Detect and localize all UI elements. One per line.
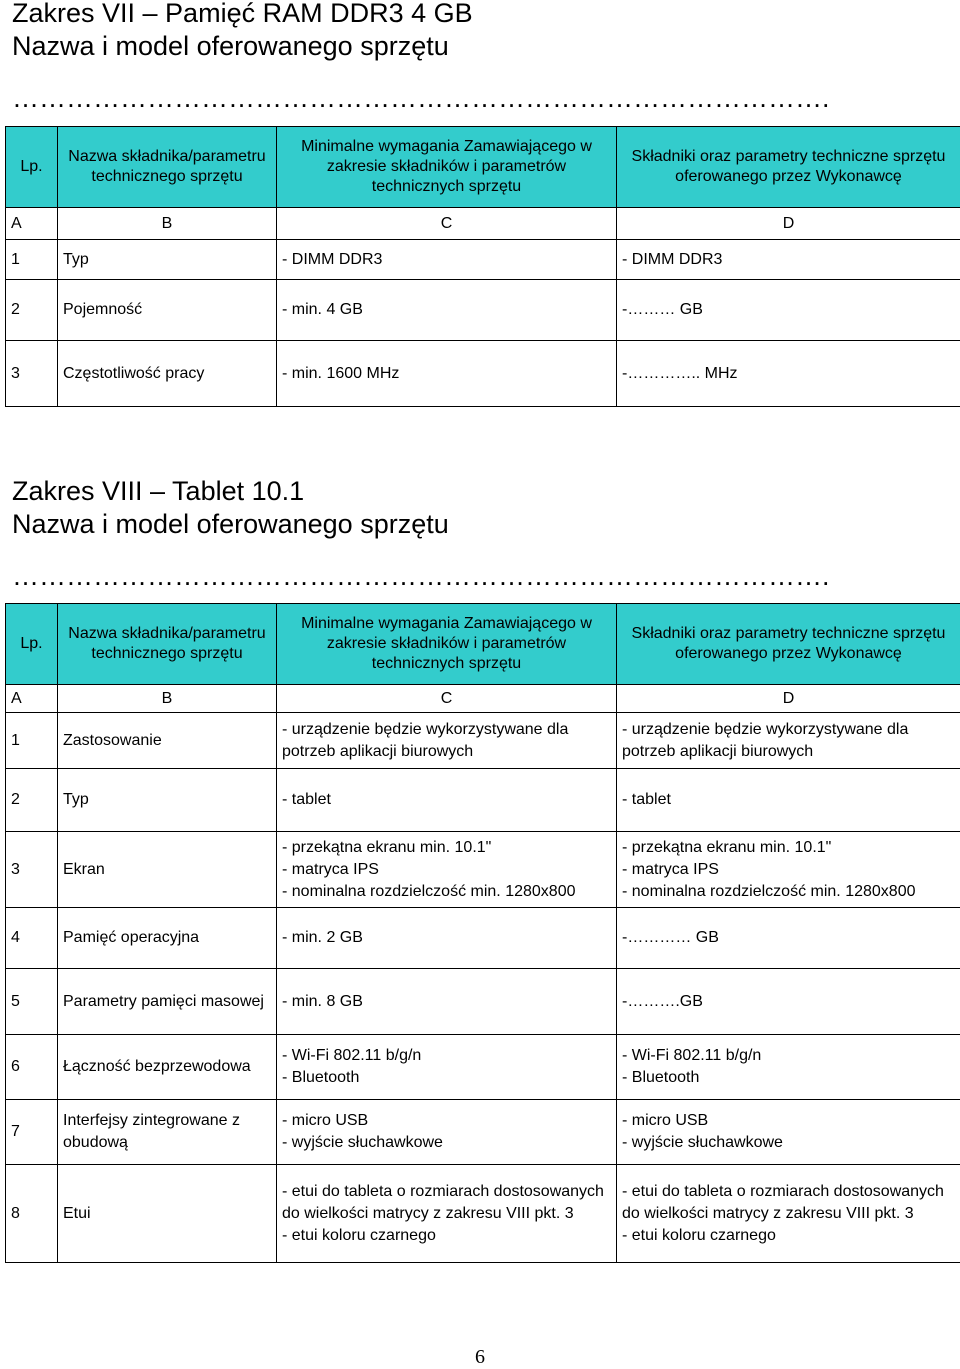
row-parameter-name: Interfejsy zintegrowane z obudową: [58, 1100, 277, 1165]
header-min-requirements: Minimalne wymagania Zamawiającego w zakresie składników i parametrów technicznych sprzętu: [277, 127, 617, 208]
row-lp: 3: [6, 832, 58, 908]
row-offered-value: [617, 341, 960, 407]
page-number: 6: [0, 1346, 960, 1369]
table-row: [6, 240, 960, 280]
row-offered-value: [617, 969, 960, 1035]
row-lp: 2: [6, 769, 58, 832]
header-offered: Składniki oraz parametry techniczne sprzętu oferowanego przez Wykonawcę: [617, 604, 960, 685]
row-offered-value-line: - Bluetooth: [622, 1067, 955, 1089]
row-min-requirement-line: - min. 8 GB: [282, 991, 611, 1013]
row-min-requirement-line: - min. 2 GB: [282, 927, 611, 949]
row-min-requirement-line: - etui koloru czarnego: [282, 1225, 611, 1247]
row-offered-value-line: -………… GB: [622, 927, 955, 949]
row-parameter-name: Pamięć operacyjna: [58, 908, 277, 969]
header-offered: Składniki oraz parametry techniczne sprzętu oferowanego przez Wykonawcę: [617, 127, 960, 208]
row-offered-value-line: - matryca IPS: [622, 859, 955, 881]
row-min-requirement-line: - min. 1600 MHz: [282, 363, 611, 385]
row-min-requirement: [277, 1100, 617, 1165]
row-min-requirement-line: - matryca IPS: [282, 859, 611, 881]
row-lp: 4: [6, 908, 58, 969]
row-min-requirement: [277, 769, 617, 832]
row-offered-value-line: -……….GB: [622, 991, 955, 1013]
row-min-requirement-line: - wyjście słuchawkowe: [282, 1132, 611, 1154]
row-min-requirement-line: - urządzenie będzie wykorzystywane dla potrzeb aplikacji biurowych: [282, 719, 611, 763]
row-offered-value-line: - wyjście słuchawkowe: [622, 1132, 955, 1154]
row-min-requirement-line: - etui do tableta o rozmiarach dostosowanych do wielkości matrycy z zakresu VIII pkt. 3: [282, 1181, 611, 1225]
table-row: [6, 1100, 960, 1165]
row-lp: 1: [6, 713, 58, 769]
row-min-requirement: [277, 1165, 617, 1263]
column-letter: A: [6, 685, 58, 713]
row-parameter-name: Parametry pamięci masowej: [58, 969, 277, 1035]
row-offered-value: [617, 713, 960, 769]
table-row: [6, 713, 960, 769]
table-header-row: [6, 604, 960, 685]
column-letter: B: [58, 685, 277, 713]
row-offered-value-line: - tablet: [622, 789, 955, 811]
row-min-requirement-line: - nominalna rozdzielczość min. 1280x800: [282, 881, 611, 903]
row-parameter-name: Typ: [58, 240, 277, 280]
row-min-requirement: [277, 240, 617, 280]
table-row: [6, 908, 960, 969]
section1-title: Zakres VII – Pamięć RAM DDR3 4 GB: [12, 0, 473, 29]
row-offered-value-line: - nominalna rozdzielczość min. 1280x800: [622, 881, 955, 903]
row-parameter-name: Etui: [58, 1165, 277, 1263]
row-offered-value: [617, 908, 960, 969]
row-parameter-name: Łączność bezprzewodowa: [58, 1035, 277, 1100]
table-row: [6, 341, 960, 407]
table-row: [6, 280, 960, 341]
row-offered-value: [617, 280, 960, 341]
row-offered-value: [617, 1165, 960, 1263]
row-min-requirement: [277, 713, 617, 769]
row-min-requirement: [277, 969, 617, 1035]
row-offered-value-line: - Wi-Fi 802.11 b/g/n: [622, 1045, 955, 1067]
header-lp: Lp.: [6, 604, 58, 685]
row-parameter-name: Ekran: [58, 832, 277, 908]
row-min-requirement: [277, 908, 617, 969]
row-parameter-name: Typ: [58, 769, 277, 832]
header-name: Nazwa składnika/parametru technicznego sprzętu: [58, 604, 277, 685]
row-lp: 5: [6, 969, 58, 1035]
table-header-row: [6, 127, 960, 208]
row-parameter-name: Pojemność: [58, 280, 277, 341]
row-offered-value: [617, 832, 960, 908]
header-lp: Lp.: [6, 127, 58, 208]
section2-title: Zakres VIII – Tablet 10.1: [12, 475, 304, 507]
table-row: [6, 832, 960, 908]
row-min-requirement-line: - DIMM DDR3: [282, 249, 611, 271]
row-offered-value-line: - micro USB: [622, 1110, 955, 1132]
row-offered-value: [617, 1035, 960, 1100]
row-min-requirement: [277, 1035, 617, 1100]
row-min-requirement: [277, 341, 617, 407]
row-lp: 1: [6, 240, 58, 280]
section2-table: [5, 603, 960, 1263]
section1-table: [5, 126, 960, 407]
row-min-requirement-line: - przekątna ekranu min. 10.1": [282, 837, 611, 859]
row-min-requirement-line: - Bluetooth: [282, 1067, 611, 1089]
column-letter: B: [58, 208, 277, 240]
column-letter: A: [6, 208, 58, 240]
row-min-requirement-line: - micro USB: [282, 1110, 611, 1132]
header-name: Nazwa składnika/parametru technicznego sprzętu: [58, 127, 277, 208]
row-min-requirement-line: - min. 4 GB: [282, 299, 611, 321]
column-letter: D: [617, 685, 960, 713]
row-parameter-name: Zastosowanie: [58, 713, 277, 769]
table-row: [6, 969, 960, 1035]
row-lp: 3: [6, 341, 58, 407]
section1-dots: ……………………………………………………………………………….: [12, 82, 932, 114]
column-letter: D: [617, 208, 960, 240]
section2-subtitle: Nazwa i model oferowanego sprzętu: [12, 508, 449, 540]
row-lp: 6: [6, 1035, 58, 1100]
row-offered-value: [617, 769, 960, 832]
row-min-requirement-line: - Wi-Fi 802.11 b/g/n: [282, 1045, 611, 1067]
table-letter-row: [6, 685, 960, 713]
column-letter: C: [277, 208, 617, 240]
row-min-requirement: [277, 832, 617, 908]
row-offered-value-line: - etui koloru czarnego: [622, 1225, 955, 1247]
row-lp: 8: [6, 1165, 58, 1263]
row-offered-value-line: - DIMM DDR3: [622, 249, 955, 271]
section1-subtitle: Nazwa i model oferowanego sprzętu: [12, 30, 449, 62]
row-offered-value-line: -………….. MHz: [622, 363, 955, 385]
row-min-requirement: [277, 280, 617, 341]
table-row: [6, 1035, 960, 1100]
row-lp: 2: [6, 280, 58, 341]
table-row: [6, 1165, 960, 1263]
row-parameter-name: Częstotliwość pracy: [58, 341, 277, 407]
row-offered-value-line: -……… GB: [622, 299, 955, 321]
row-lp: 7: [6, 1100, 58, 1165]
row-offered-value: [617, 240, 960, 280]
table-letter-row: [6, 208, 960, 240]
header-min-requirements: Minimalne wymagania Zamawiającego w zakresie składników i parametrów technicznych sprzętu: [277, 604, 617, 685]
row-min-requirement-line: - tablet: [282, 789, 611, 811]
column-letter: C: [277, 685, 617, 713]
row-offered-value-line: - przekątna ekranu min. 10.1": [622, 837, 955, 859]
row-offered-value-line: - etui do tableta o rozmiarach dostosowanych do wielkości matrycy z zakresu VIII pkt. 3: [622, 1181, 955, 1225]
table-row: [6, 769, 960, 832]
row-offered-value: [617, 1100, 960, 1165]
row-offered-value-line: - urządzenie będzie wykorzystywane dla potrzeb aplikacji biurowych: [622, 719, 955, 763]
section2-dots: ……………………………………………………………………………….: [12, 560, 932, 592]
